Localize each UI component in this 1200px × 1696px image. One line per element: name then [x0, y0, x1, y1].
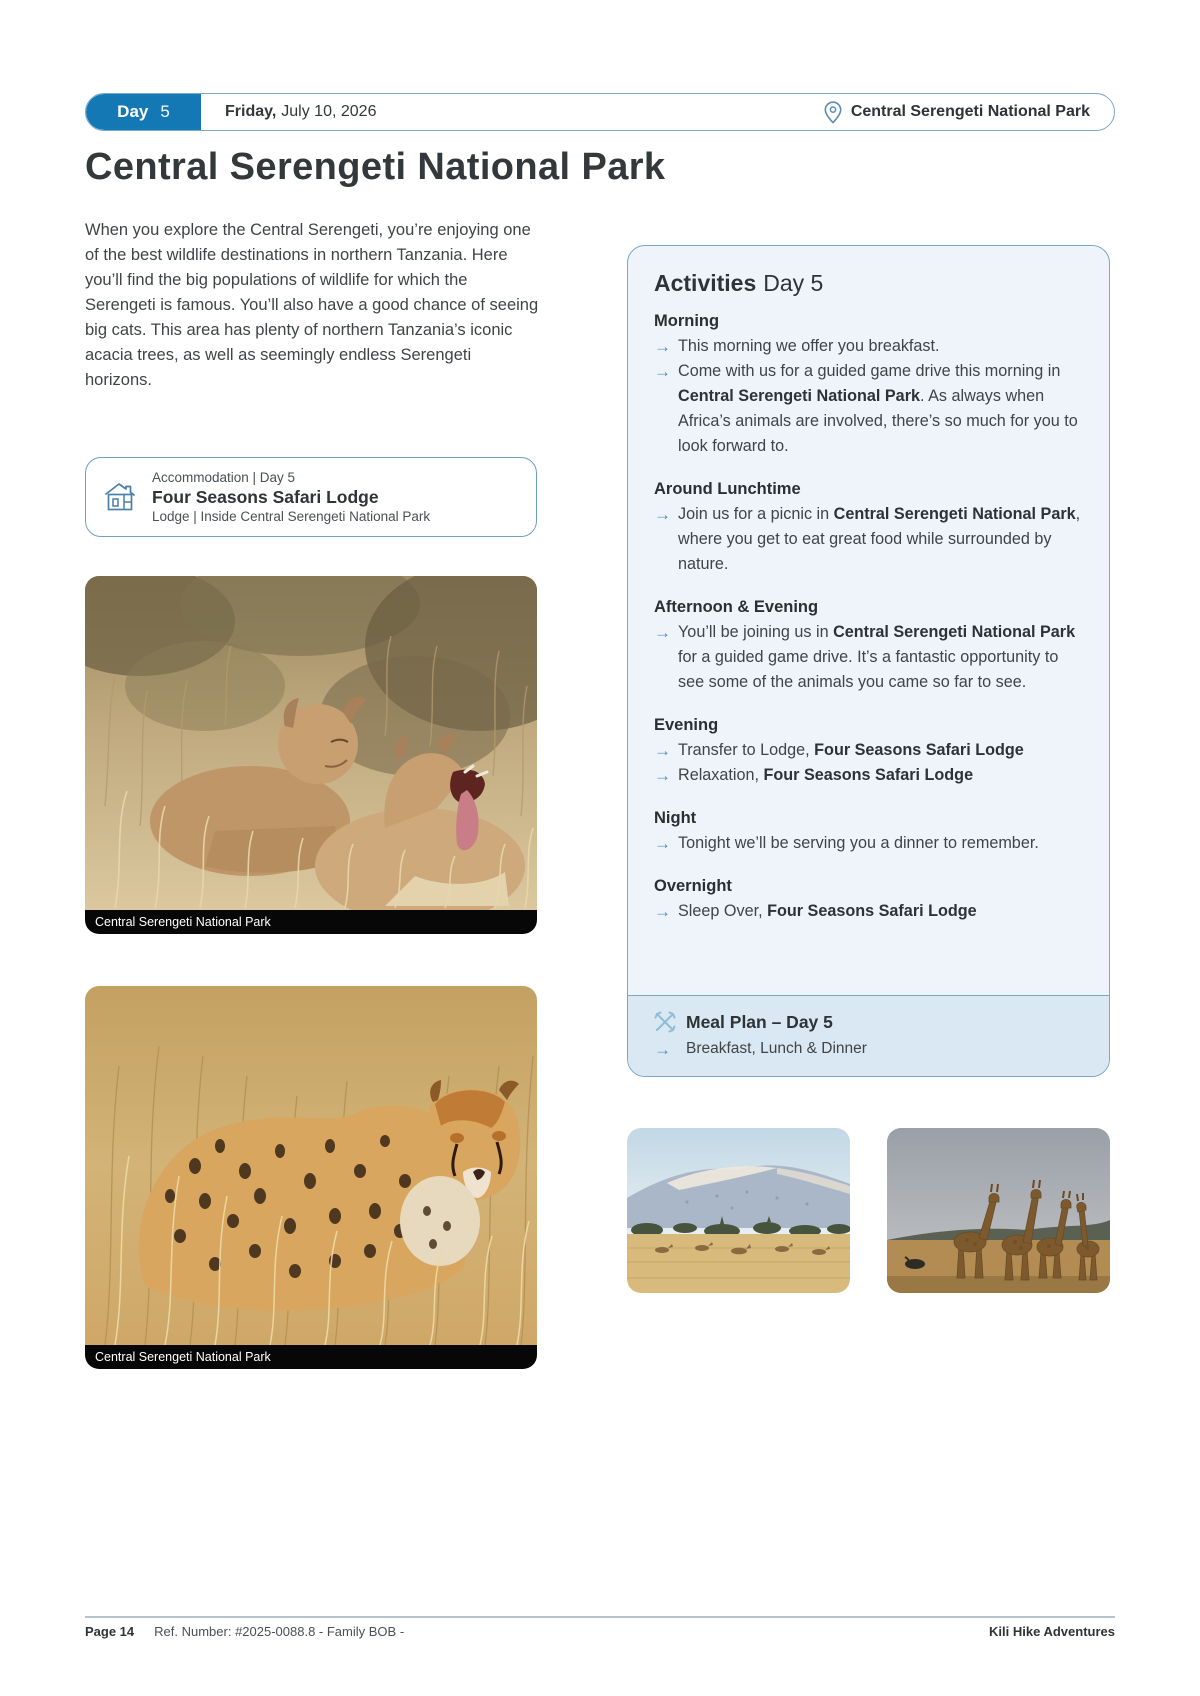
- location-pin-icon: [824, 101, 842, 124]
- arrow-icon: →: [654, 741, 671, 760]
- day-label: Day: [117, 102, 149, 121]
- intro-paragraph: When you explore the Central Serengeti, you’re enjoying one of the best wildlife destinations in northern Tanzania. Here you’ll find the big populations of wildlife for which the Serengeti is famous. You’ll also have a good chance of seeing big cats. This area has plenty of northern Tanzania’s iconic acacia trees, as well as seemingly endless Serengeti horizons.: [85, 221, 539, 389]
- day-header-bar: [85, 93, 1115, 131]
- page-footer: [85, 1624, 1115, 1639]
- activity-section-heading: Overnight: [654, 877, 732, 895]
- thumbnail-row: [627, 1128, 1110, 1293]
- activities-body: [628, 246, 1109, 995]
- accommodation-name: Four Seasons Safari Lodge: [152, 487, 379, 507]
- activity-section-heading: Morning: [654, 312, 720, 330]
- cheetah-photo: [85, 986, 537, 1369]
- activity-item: [654, 620, 1083, 695]
- activity-item: [654, 738, 1083, 763]
- cheetah-photo-image: [85, 986, 537, 1345]
- activity-section-heading: Night: [654, 809, 697, 827]
- accommodation-subtitle: Lodge | Inside Central Serengeti National Park: [152, 509, 431, 524]
- activity-section: [654, 309, 1083, 459]
- footer-reference: Ref. Number: #2025-0088.8 - Family BOB -: [154, 1624, 405, 1639]
- arrow-icon: →: [654, 337, 671, 356]
- day-badge: [86, 94, 201, 130]
- activity-section-heading: Evening: [654, 716, 719, 734]
- activity-item-text: Relaxation, Four Seasons Safari Lodge: [678, 766, 974, 784]
- lodge-icon: [102, 480, 138, 514]
- meal-plan-items: Breakfast, Lunch & Dinner: [686, 1040, 867, 1057]
- activities-title: [654, 270, 1083, 297]
- activity-item-text: Sleep Over, Four Seasons Safari Lodge: [678, 902, 977, 920]
- activity-item-text: Tonight we’ll be serving you a dinner to remember.: [678, 834, 1039, 852]
- header-location-text: Central Serengeti National Park: [850, 103, 1090, 120]
- savanna-photo: [627, 1128, 850, 1293]
- arrow-icon: →: [654, 766, 671, 785]
- arrow-icon: →: [654, 902, 671, 921]
- giraffe-photo: [887, 1128, 1110, 1293]
- meal-plan-title: Meal Plan – Day 5: [686, 1011, 833, 1032]
- activity-item: [654, 899, 1083, 924]
- footer-page-number: Page 14: [85, 1624, 135, 1639]
- footer-divider: [85, 1616, 1115, 1618]
- activity-item: [654, 831, 1083, 856]
- activity-item: [654, 334, 1083, 359]
- arrow-icon: →: [654, 505, 671, 524]
- activity-item: [654, 359, 1083, 459]
- left-column: [85, 218, 540, 1369]
- activity-section: [654, 713, 1083, 788]
- cheetah-photo-caption: Central Serengeti National Park: [85, 1345, 537, 1369]
- lion-photo-image: [85, 576, 537, 910]
- activity-section: [654, 806, 1083, 856]
- meal-plan-title-row: [654, 1011, 1083, 1033]
- activity-item-text: Transfer to Lodge, Four Seasons Safari Lodge: [678, 741, 1024, 759]
- activities-title-bold: Activities: [654, 270, 757, 296]
- meal-plan-items-row: [654, 1040, 1083, 1060]
- activities-title-rest: Day 5: [763, 270, 824, 296]
- lion-photo-caption: Central Serengeti National Park: [85, 910, 537, 934]
- arrow-icon: →: [654, 623, 671, 642]
- accommodation-card: [85, 457, 537, 537]
- activity-section: [654, 874, 1083, 924]
- accommodation-label: Accommodation | Day 5: [152, 470, 296, 485]
- activity-section: [654, 595, 1083, 695]
- giraffe-photo-image: [887, 1128, 1110, 1293]
- activities-panel: [627, 245, 1110, 1077]
- arrow-icon: →: [654, 1040, 671, 1059]
- activity-section-heading: Afternoon & Evening: [654, 598, 819, 616]
- accommodation-text: [152, 470, 430, 524]
- activity-item: [654, 763, 1083, 788]
- page-title: Central Serengeti National Park: [85, 146, 666, 188]
- lion-photo: [85, 576, 537, 934]
- cutlery-icon: [654, 1011, 676, 1033]
- date-label: [225, 103, 376, 121]
- meal-plan-section: [628, 995, 1109, 1076]
- activities-sections: [654, 309, 1083, 924]
- date-weekday: Friday,: [225, 103, 277, 120]
- arrow-icon: →: [654, 362, 671, 381]
- activity-item-text: This morning we offer you breakfast.: [678, 337, 940, 355]
- activity-section: [654, 477, 1083, 577]
- date-rest: July 10, 2026: [281, 103, 377, 120]
- right-column: [627, 245, 1110, 1293]
- footer-brand: Kili Hike Adventures: [989, 1624, 1115, 1639]
- activity-section-heading: Around Lunchtime: [654, 480, 801, 498]
- activity-item-text: Come with us for a guided game drive this morning in Central Serengeti National Park. As always when Africa’s animals are involved, there’s so much for you to look forward to.: [678, 362, 1078, 455]
- activity-item-text: Join us for a picnic in Central Serengeti National Park, where you get to eat great food while surrounded by nature.: [678, 505, 1081, 573]
- savanna-photo-image: [627, 1128, 850, 1293]
- activity-item: [654, 502, 1083, 577]
- header-location: [824, 101, 1090, 124]
- arrow-icon: →: [654, 834, 671, 853]
- activity-item-text: You’ll be joining us in Central Serengeti National Park for a guided game drive. It’s a fantastic opportunity to see some of the animals you came so far to see.: [678, 623, 1076, 691]
- day-number: 5: [160, 102, 170, 121]
